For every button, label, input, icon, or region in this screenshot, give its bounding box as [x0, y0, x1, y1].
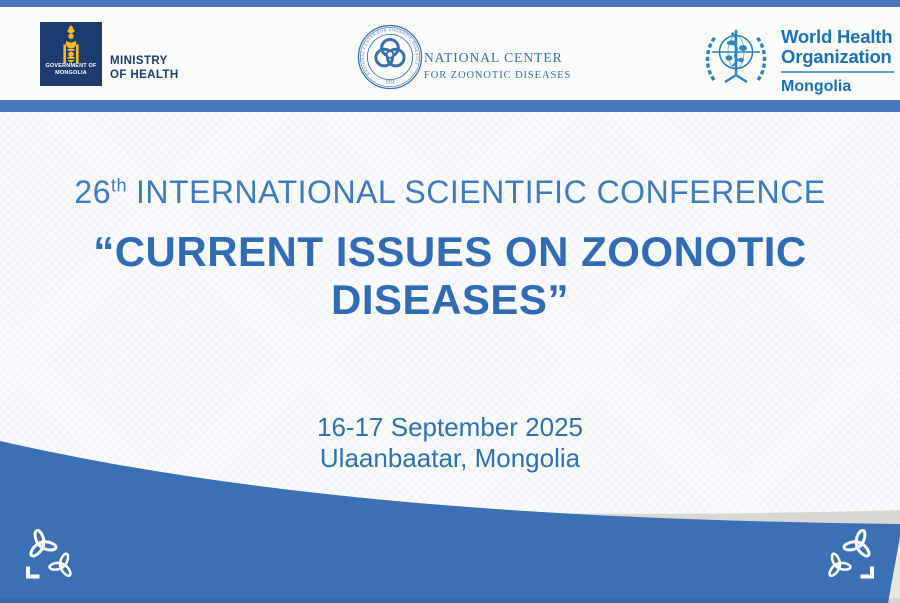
- nczd-seal-icon: [357, 24, 423, 90]
- who-divider: [781, 71, 894, 73]
- seal-year: 1931: [385, 80, 395, 86]
- who-name: World Health Organization Mongolia: [781, 26, 893, 95]
- triquetra-ornament-left: [19, 524, 79, 580]
- soyombo-icon: [60, 25, 82, 63]
- triquetra-icon: [822, 549, 853, 578]
- gov-logo-caption: GOVERNMENT OF MONGOLIA: [45, 63, 97, 76]
- blue-divider-stripe: [0, 100, 900, 112]
- event-location: Ulaanbaatar, Mongolia: [319, 443, 581, 473]
- biohazard-icon: [376, 40, 404, 66]
- government-of-mongolia-logo: [40, 22, 102, 86]
- who-emblem-icon: [701, 22, 771, 92]
- corner-bracket-icon: [861, 567, 875, 579]
- top-accent-bar: [0, 0, 900, 7]
- wave-blue: [0, 441, 900, 603]
- nczd-name: NATIONAL CENTER FOR ZOONOTIC DISEASES: [424, 50, 572, 81]
- corner-bracket-icon: [26, 567, 40, 579]
- triquetra-icon: [23, 526, 59, 559]
- theme-line-1: “CURRENT ISSUES ON ZOONOTIC: [93, 228, 807, 275]
- event-date: 16-17 September 2025: [317, 412, 583, 442]
- triquetra-ornament-right: [821, 524, 881, 580]
- conference-title: [0, 174, 900, 211]
- conference-theme: [0, 228, 900, 324]
- logo-header: [0, 7, 900, 100]
- triquetra-icon: [47, 549, 78, 578]
- conference-title-text: INTERNATIONAL SCIENTIFIC CONFERENCE: [136, 174, 826, 210]
- footer-wave: [0, 430, 900, 603]
- ministry-of-health-name: MINISTRY OF HEALTH: [110, 55, 179, 81]
- conference-number-suffix: th: [111, 175, 128, 196]
- triquetra-icon: [841, 526, 877, 559]
- theme-line-2: DISEASES”: [331, 276, 569, 323]
- who-country: Mongolia: [781, 78, 852, 95]
- conference-number: 26: [74, 174, 112, 210]
- seal-ring-text: NATIONAL CENTER FOR ZOONOTIC DISEASES: [359, 27, 421, 77]
